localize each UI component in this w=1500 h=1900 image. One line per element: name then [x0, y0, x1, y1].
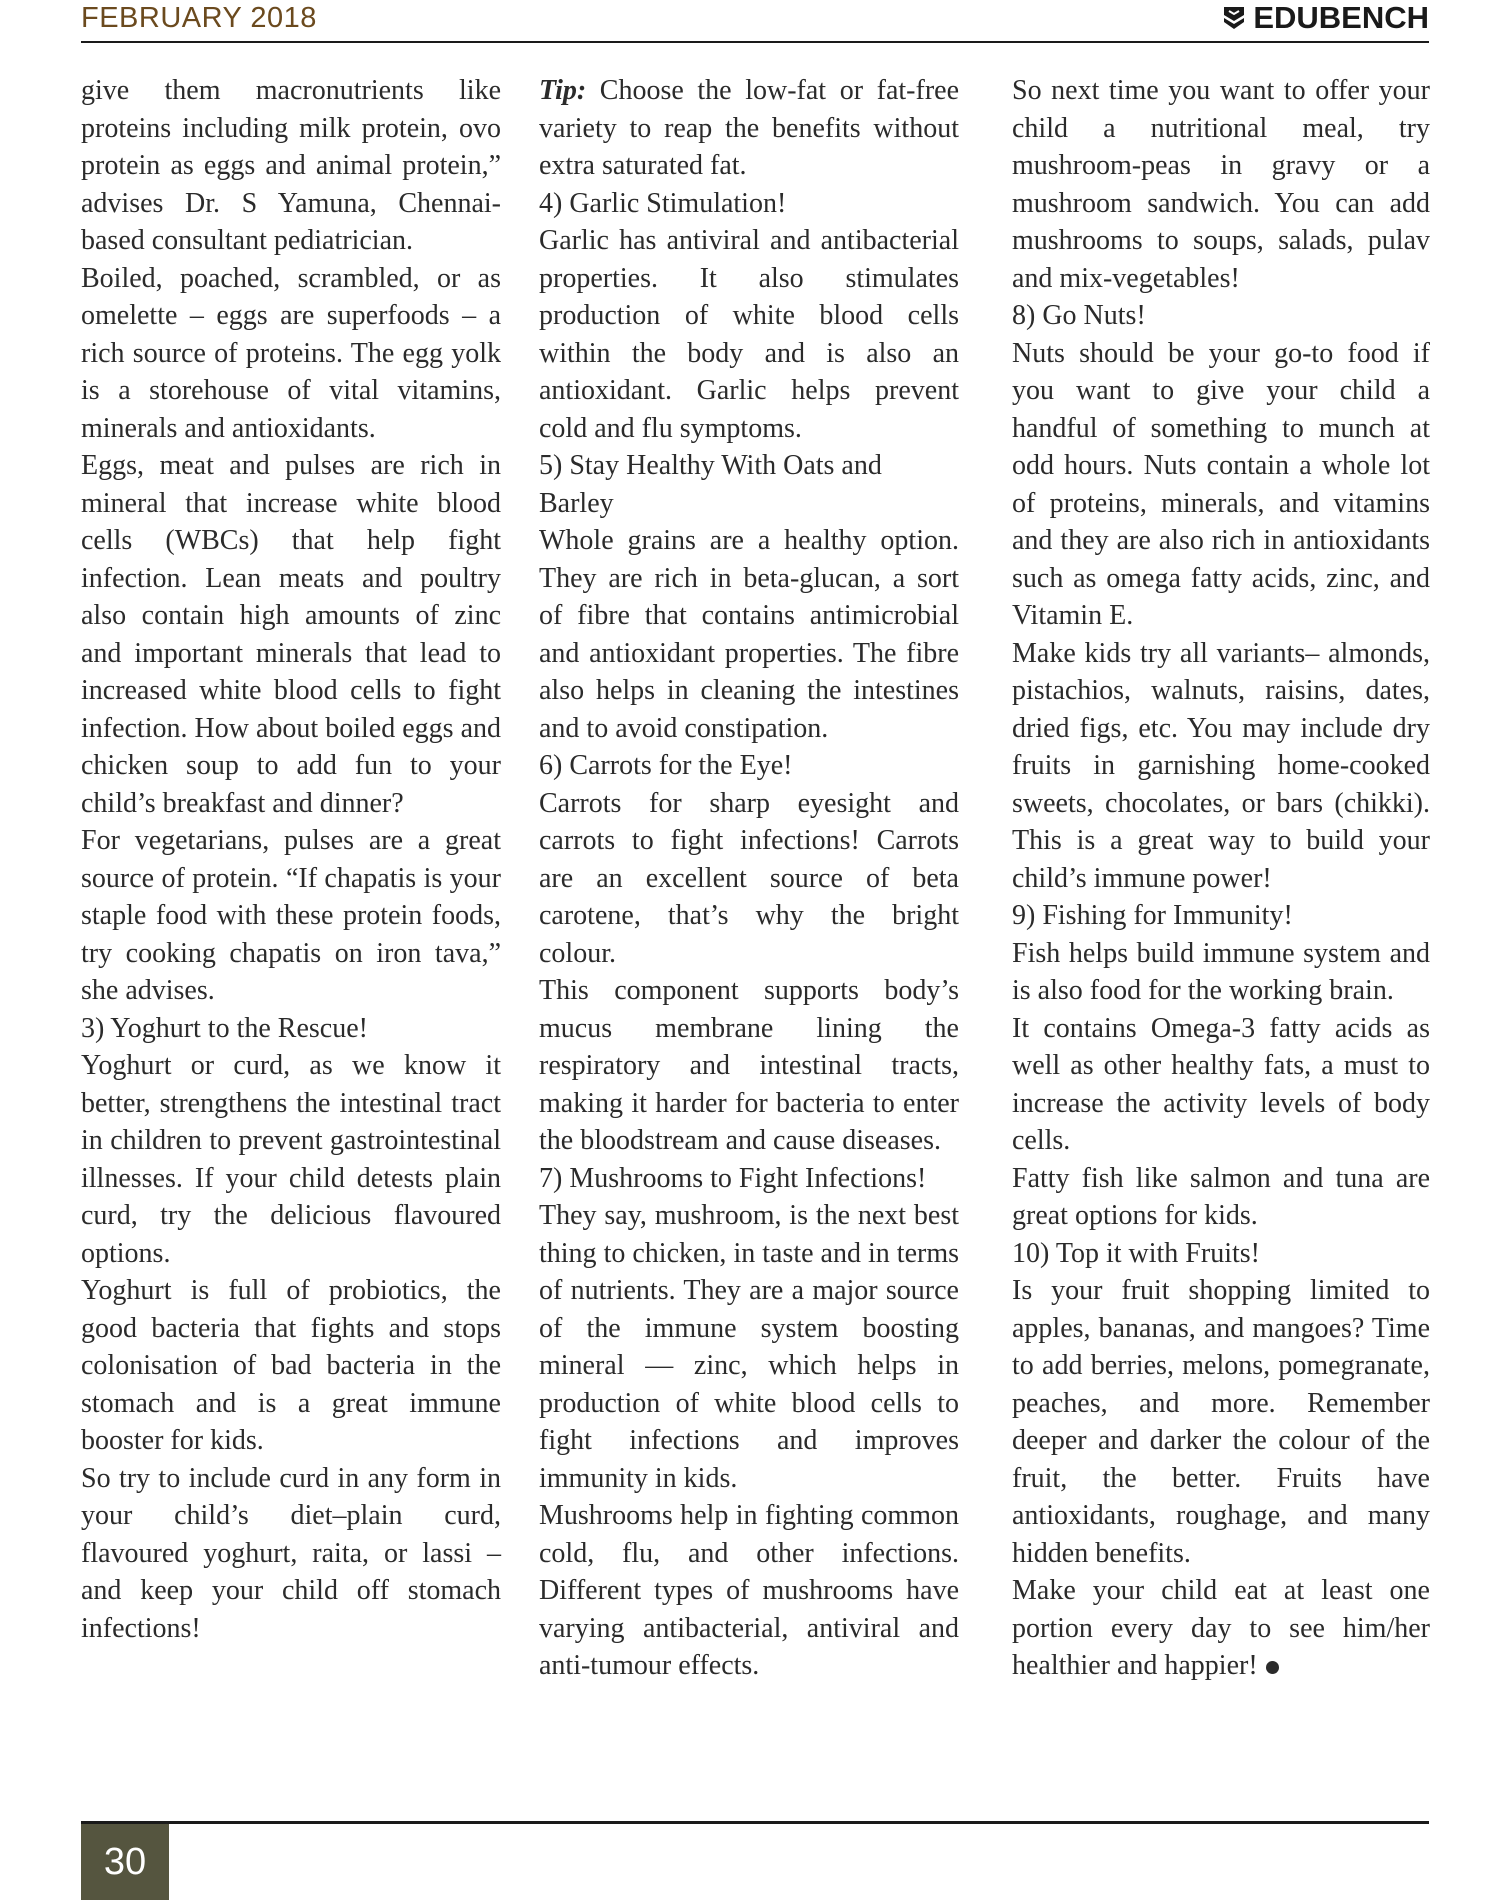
paragraph: They say, mushroom, is the next best thing to chicken, in taste and in terms of nutrients. They are a major source of the immune system boosting mineral — zinc, which helps in production of white blood cells to fight infections and improves immunity in kids.: [539, 1200, 959, 1494]
paragraph: Mushrooms help in fighting common cold, flu, and other infections. Different types of mushrooms have varying antibacterial, antiviral and anti-tumour effects.: [539, 1500, 959, 1681]
page-number: 30: [81, 1824, 169, 1900]
tip-text: Choose the low-fat or fat-free variety to reap the benefits without extra saturated fat.: [539, 75, 959, 181]
paragraph: Eggs, meat and pulses are rich in mineral that increase white blood cells (WBCs) that help fight infection. Lean meats and poultry also contain high amounts of zinc and important minerals that lead to increased white blood cells to fight infection. How about boiled eggs and chicken soup to add fun to your child’s breakfast and dinner?: [81, 450, 501, 819]
section-heading: 4) Garlic Stimulation!: [539, 187, 787, 219]
brand-logo: [1223, 0, 1429, 36]
paragraph: So next time you want to offer your child a nutritional meal, try mushroom-peas in gravy or a mushroom sandwich. You can add mushrooms to soups, salads, pulav and mix-vegetables!: [1012, 75, 1430, 294]
paragraph: Garlic has antiviral and antibacterial properties. It also stimulates production of white blood cells within the body and is also an antioxidant. Garlic helps prevent cold and flu symptoms.: [539, 225, 959, 444]
tip-paragraph: [539, 72, 959, 185]
closing-text: Make your child eat at least one portion every day to see him/her healthier and happier!: [1012, 1575, 1430, 1681]
end-mark-icon: [1266, 1661, 1279, 1674]
closing-paragraph: [1012, 1572, 1430, 1685]
column-1: [81, 72, 501, 1647]
paragraph: So try to include curd in any form in your child’s diet–plain curd, flavoured yoghurt, raita, or lassi – and keep your child off stomach infections!: [81, 1462, 501, 1644]
paragraph: give them macronutrients like proteins including milk protein, ovo protein as eggs and animal protein,” advises Dr. S Yamuna, Chennai-based consultant pediatrician.: [81, 75, 501, 256]
paragraph: Make kids try all variants– almonds, pistachios, walnuts, raisins, dates, dried figs, etc. You may include dry fruits in garnishing home-cooked sweets, chocolates, or bars (chikki). This is a great way to build your child’s immune power!: [1012, 637, 1430, 894]
paragraph: Fish helps build immune system and is also food for the working brain.: [1012, 937, 1430, 1006]
section-heading: 3) Yoghurt to the Rescue!: [81, 1012, 368, 1044]
issue-date: FEBRUARY 2018: [81, 2, 317, 34]
column-2: [539, 72, 959, 1685]
paragraph: Yoghurt or curd, as we know it better, strengthens the intestinal tract in children to prevent gastrointestinal illnesses. If your child detests plain curd, try the delicious flavoured options.: [81, 1050, 501, 1269]
paragraph: Carrots for sharp eyesight and carrots to fight infections! Carrots are an excellent source of beta carotene, that’s why the bright colour.: [539, 787, 959, 969]
section-heading: 6) Carrots for the Eye!: [539, 750, 793, 781]
brand-name: EDUBENCH: [1253, 0, 1429, 35]
shield-chevron-icon: [1223, 6, 1245, 30]
footer-divider: [81, 1821, 1429, 1824]
paragraph: This component supports body’s mucus membrane lining the respiratory and intestinal tracts, making it harder for bacteria to enter the bloodstream and cause diseases.: [539, 975, 959, 1156]
section-heading: 5) Stay Healthy With Oats and Barley: [539, 450, 882, 519]
article-body: [81, 72, 1429, 1802]
paragraph: Yoghurt is full of probiotics, the good bacteria that fights and stops colonisation of bad bacteria in the stomach and is a great immune booster for kids.: [81, 1275, 501, 1456]
section-heading: 9) Fishing for Immunity!: [1012, 900, 1293, 931]
paragraph: It contains Omega-3 fatty acids as well as other healthy fats, a must to increase the activity levels of body cells.: [1012, 1012, 1430, 1156]
paragraph: Nuts should be your go-to food if you want to give your child a handful of something to munch at odd hours. Nuts contain a whole lot of proteins, minerals, and vitamins and they are also rich in antioxidants such as omega fatty acids, zinc, and Vitamin E.: [1012, 337, 1430, 631]
section-heading: 8) Go Nuts!: [1012, 300, 1146, 331]
paragraph: Whole grains are a healthy option. They are rich in beta-glucan, a sort of fibre that contains antimicrobial and antioxidant properties. The fibre also helps in cleaning the intestines and to avoid constipation.: [539, 525, 959, 744]
paragraph: For vegetarians, pulses are a great source of protein. “If chapatis is your staple food with these protein foods, try cooking chapatis on iron tava,” she advises.: [81, 825, 501, 1006]
paragraph: Fatty fish like salmon and tuna are great options for kids.: [1012, 1162, 1430, 1231]
section-heading: 7) Mushrooms to Fight Infections!: [539, 1162, 927, 1194]
page-header: [81, 0, 1429, 43]
column-3: [1012, 72, 1430, 1685]
tip-label: Tip:: [539, 75, 587, 106]
paragraph: Is your fruit shopping limited to apples, bananas, and mangoes? Time to add berries, melons, pomegranate, peaches, and more. Remember deeper and darker the colour of the fruit, the better. Fruits have antioxidants, roughage, and many hidden benefits.: [1012, 1275, 1430, 1569]
section-heading: 10) Top it with Fruits!: [1012, 1237, 1260, 1269]
paragraph: Boiled, poached, scrambled, or as omelette – eggs are superfoods – a rich source of proteins. The egg yolk is a storehouse of vital vitamins, minerals and antioxidants.: [81, 262, 501, 444]
